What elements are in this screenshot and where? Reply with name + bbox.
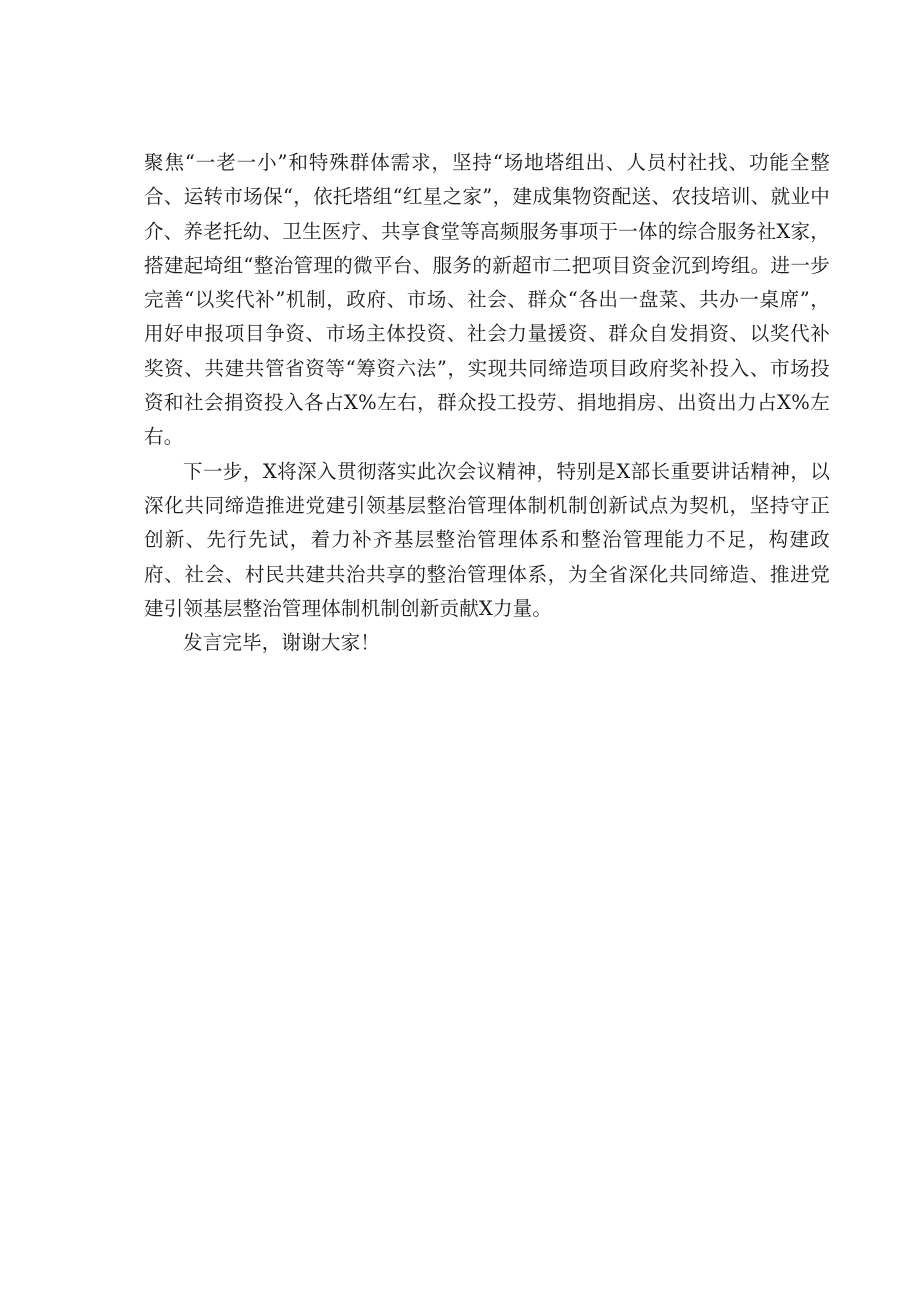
- paragraph-next-step: 下一步，X将深入贯彻落实此次会议精神，特别是X部长重要讲话精神，以深化共同缔造推进党建引领基层整治管理体制机制创新试点为契机，坚持守正创新、先行先试，着力补齐基层整治管理体系和整治管理能力不足，构建政府、社会、村民共建共治共享的整治管理体系，为全省深化共同缔造、推进党建引领基层整治管理体制机制创新贡献X力量。: [144, 459, 830, 620]
- document-body: [144, 146, 830, 660]
- paragraph-continued: 聚焦“一老一小”和特殊群体需求，坚持“场地塔组出、人员村社找、功能全整合、运转市场保“，依托塔组“红星之家”，建成集物资配送、农技培训、就业中介、养老托幼、卫生医疗、共享食堂等高频服务事项于一体的综合服务社X家，搭建起埼组“整治管理的微平台、服务的新超市二把项目资金沉到垮组。进一步完善“以奖代补”机制，政府、市场、社会、群众“各出一盘菜、共办一桌席”，用好申报项目争资、市场主体投资、社会力量援资、群众自发捐资、以奖代补奖资、共建共管省资等“筹资六法”，实现共同缔造项目政府奖补投入、市场投资和社会捐资投入各占X%左右，群众投工投劳、捐地捐房、出资出力占X%左右。: [144, 151, 830, 449]
- paragraph-closing: 发言完毕，谢谢大家！: [183, 631, 381, 655]
